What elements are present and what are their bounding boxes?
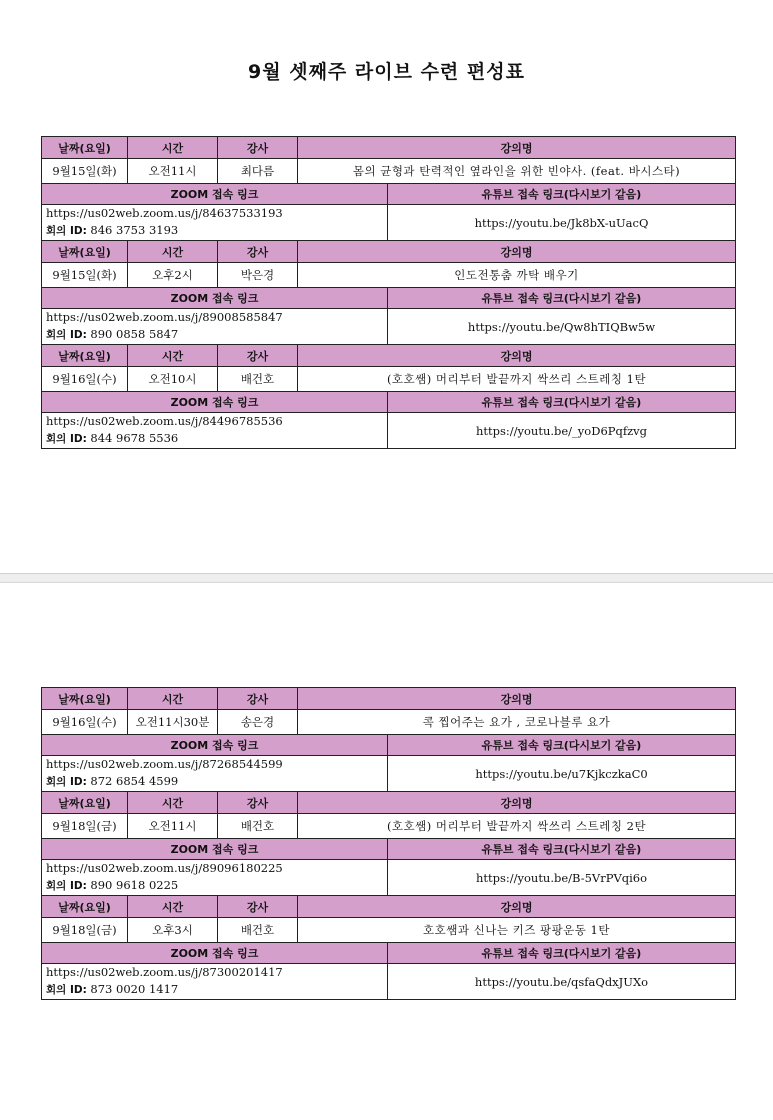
- youtube-link-header: 유튜브 접속 링크(다시보기 같음): [388, 943, 736, 964]
- zoom-link-header: ZOOM 접속 링크: [42, 184, 388, 205]
- session-instructor: 송은경: [218, 710, 298, 735]
- session-info-row: [42, 710, 736, 735]
- session-date: 9월18일(금): [42, 918, 128, 943]
- session-header-row: [42, 896, 736, 918]
- date-header: 날짜(요일): [42, 241, 128, 263]
- date-header: 날짜(요일): [42, 345, 128, 367]
- session-instructor: 배건호: [218, 367, 298, 392]
- session-instructor: 배건호: [218, 814, 298, 839]
- session-title: (호호쌤) 머리부터 발끝까지 싹쓰리 스트레칭 2탄: [298, 814, 736, 839]
- session-time: 오전11시30분: [128, 710, 218, 735]
- session-info-row: [42, 367, 736, 392]
- meeting-id: [46, 430, 383, 448]
- meeting-id-label: 회의 ID:: [46, 225, 87, 237]
- time-header: 시간: [128, 345, 218, 367]
- lecture-header: 강의명: [298, 241, 736, 263]
- session-time: 오전10시: [128, 367, 218, 392]
- link-header-row: [42, 288, 736, 309]
- link-header-row: [42, 943, 736, 964]
- link-row: [42, 756, 736, 792]
- time-header: 시간: [128, 137, 218, 159]
- session-instructor: 배건호: [218, 918, 298, 943]
- session-instructor: 최다름: [218, 159, 298, 184]
- schedule-table-page1: [41, 136, 736, 449]
- zoom-link-header: ZOOM 접속 링크: [42, 392, 388, 413]
- zoom-link-header: ZOOM 접속 링크: [42, 839, 388, 860]
- link-row: [42, 413, 736, 449]
- session-header-row: [42, 688, 736, 710]
- meeting-id: [46, 326, 383, 344]
- link-row: [42, 309, 736, 345]
- youtube-link[interactable]: https://youtu.be/Jk8bX-uUacQ: [388, 205, 736, 241]
- zoom-link[interactable]: https://us02web.zoom.us/j/89096180225: [46, 861, 283, 875]
- instructor-header: 강사: [218, 896, 298, 918]
- session-title: 몸의 균형과 탄력적인 옆라인을 위한 빈야사. (feat. 바시스타): [298, 159, 736, 184]
- session-date: 9월16일(수): [42, 367, 128, 392]
- zoom-link-cell: [42, 756, 388, 792]
- meeting-id-label: 회의 ID:: [46, 433, 87, 445]
- session-time: 오전11시: [128, 814, 218, 839]
- session-time: 오후3시: [128, 918, 218, 943]
- time-header: 시간: [128, 792, 218, 814]
- time-header: 시간: [128, 688, 218, 710]
- session-header-row: [42, 241, 736, 263]
- youtube-link-header: 유튜브 접속 링크(다시보기 같음): [388, 392, 736, 413]
- youtube-link[interactable]: https://youtu.be/_yoD6Pqfzvg: [388, 413, 736, 449]
- date-header: 날짜(요일): [42, 137, 128, 159]
- instructor-header: 강사: [218, 345, 298, 367]
- meeting-id-value: 844 9678 5536: [90, 431, 179, 445]
- youtube-link-header: 유튜브 접속 링크(다시보기 같음): [388, 184, 736, 205]
- session-date: 9월18일(금): [42, 814, 128, 839]
- session-date: 9월15일(화): [42, 159, 128, 184]
- instructor-header: 강사: [218, 688, 298, 710]
- session-header-row: [42, 345, 736, 367]
- session-title: 호호쌤과 신나는 키즈 팡팡운동 1탄: [298, 918, 736, 943]
- meeting-id-label: 회의 ID:: [46, 984, 87, 996]
- meeting-id-value: 846 3753 3193: [90, 223, 179, 237]
- zoom-link[interactable]: https://us02web.zoom.us/j/84496785536: [46, 414, 283, 428]
- zoom-link-cell: [42, 964, 388, 1000]
- lecture-header: 강의명: [298, 137, 736, 159]
- zoom-link[interactable]: https://us02web.zoom.us/j/89008585847: [46, 310, 283, 324]
- lecture-header: 강의명: [298, 688, 736, 710]
- youtube-link-header: 유튜브 접속 링크(다시보기 같음): [388, 288, 736, 309]
- zoom-link-header: ZOOM 접속 링크: [42, 288, 388, 309]
- instructor-header: 강사: [218, 792, 298, 814]
- link-header-row: [42, 735, 736, 756]
- time-header: 시간: [128, 241, 218, 263]
- meeting-id-value: 872 6854 4599: [90, 774, 179, 788]
- meeting-id-label: 회의 ID:: [46, 880, 87, 892]
- link-header-row: [42, 392, 736, 413]
- meeting-id-value: 890 0858 5847: [90, 327, 179, 341]
- session-instructor: 박은경: [218, 263, 298, 288]
- session-header-row: [42, 792, 736, 814]
- zoom-link-header: ZOOM 접속 링크: [42, 943, 388, 964]
- zoom-link[interactable]: https://us02web.zoom.us/j/84637533193: [46, 206, 283, 220]
- session-info-row: [42, 263, 736, 288]
- youtube-link[interactable]: https://youtu.be/B-5VrPVqi6o: [388, 860, 736, 896]
- date-header: 날짜(요일): [42, 688, 128, 710]
- link-row: [42, 205, 736, 241]
- page-separator: [0, 573, 773, 583]
- lecture-header: 강의명: [298, 345, 736, 367]
- zoom-link-cell: [42, 205, 388, 241]
- meeting-id-value: 890 9618 0225: [90, 878, 179, 892]
- youtube-link-header: 유튜브 접속 링크(다시보기 같음): [388, 839, 736, 860]
- meeting-id: [46, 877, 383, 895]
- zoom-link-header: ZOOM 접속 링크: [42, 735, 388, 756]
- zoom-link-cell: [42, 413, 388, 449]
- session-date: 9월16일(수): [42, 710, 128, 735]
- instructor-header: 강사: [218, 137, 298, 159]
- link-row: [42, 860, 736, 896]
- zoom-link-cell: [42, 860, 388, 896]
- lecture-header: 강의명: [298, 792, 736, 814]
- zoom-link[interactable]: https://us02web.zoom.us/j/87300201417: [46, 965, 283, 979]
- link-header-row: [42, 184, 736, 205]
- meeting-id: [46, 981, 383, 999]
- page-title: 9월 셋째주 라이브 수련 편성표: [248, 61, 525, 83]
- youtube-link[interactable]: https://youtu.be/u7KjkczkaC0: [388, 756, 736, 792]
- link-row: [42, 964, 736, 1000]
- date-header: 날짜(요일): [42, 896, 128, 918]
- session-date: 9월15일(화): [42, 263, 128, 288]
- schedule-table-page2: [41, 687, 736, 1000]
- meeting-id: [46, 222, 383, 240]
- session-info-row: [42, 918, 736, 943]
- link-header-row: [42, 839, 736, 860]
- session-header-row: [42, 137, 736, 159]
- session-title: (호호쌤) 머리부터 발끝까지 싹쓰리 스트레칭 1탄: [298, 367, 736, 392]
- meeting-id-label: 회의 ID:: [46, 329, 87, 341]
- session-time: 오전11시: [128, 159, 218, 184]
- session-title: 콕 찝어주는 요가 , 코로나블루 요가: [298, 710, 736, 735]
- youtube-link-header: 유튜브 접속 링크(다시보기 같음): [388, 735, 736, 756]
- session-info-row: [42, 814, 736, 839]
- session-time: 오후2시: [128, 263, 218, 288]
- meeting-id-label: 회의 ID:: [46, 776, 87, 788]
- time-header: 시간: [128, 896, 218, 918]
- youtube-link[interactable]: https://youtu.be/Qw8hTIQBw5w: [388, 309, 736, 345]
- youtube-link[interactable]: https://youtu.be/qsfaQdxJUXo: [388, 964, 736, 1000]
- session-title: 인도전통춤 까탁 배우기: [298, 263, 736, 288]
- date-header: 날짜(요일): [42, 792, 128, 814]
- zoom-link[interactable]: https://us02web.zoom.us/j/87268544599: [46, 757, 283, 771]
- lecture-header: 강의명: [298, 896, 736, 918]
- session-info-row: [42, 159, 736, 184]
- meeting-id-value: 873 0020 1417: [90, 982, 179, 996]
- meeting-id: [46, 773, 383, 791]
- instructor-header: 강사: [218, 241, 298, 263]
- zoom-link-cell: [42, 309, 388, 345]
